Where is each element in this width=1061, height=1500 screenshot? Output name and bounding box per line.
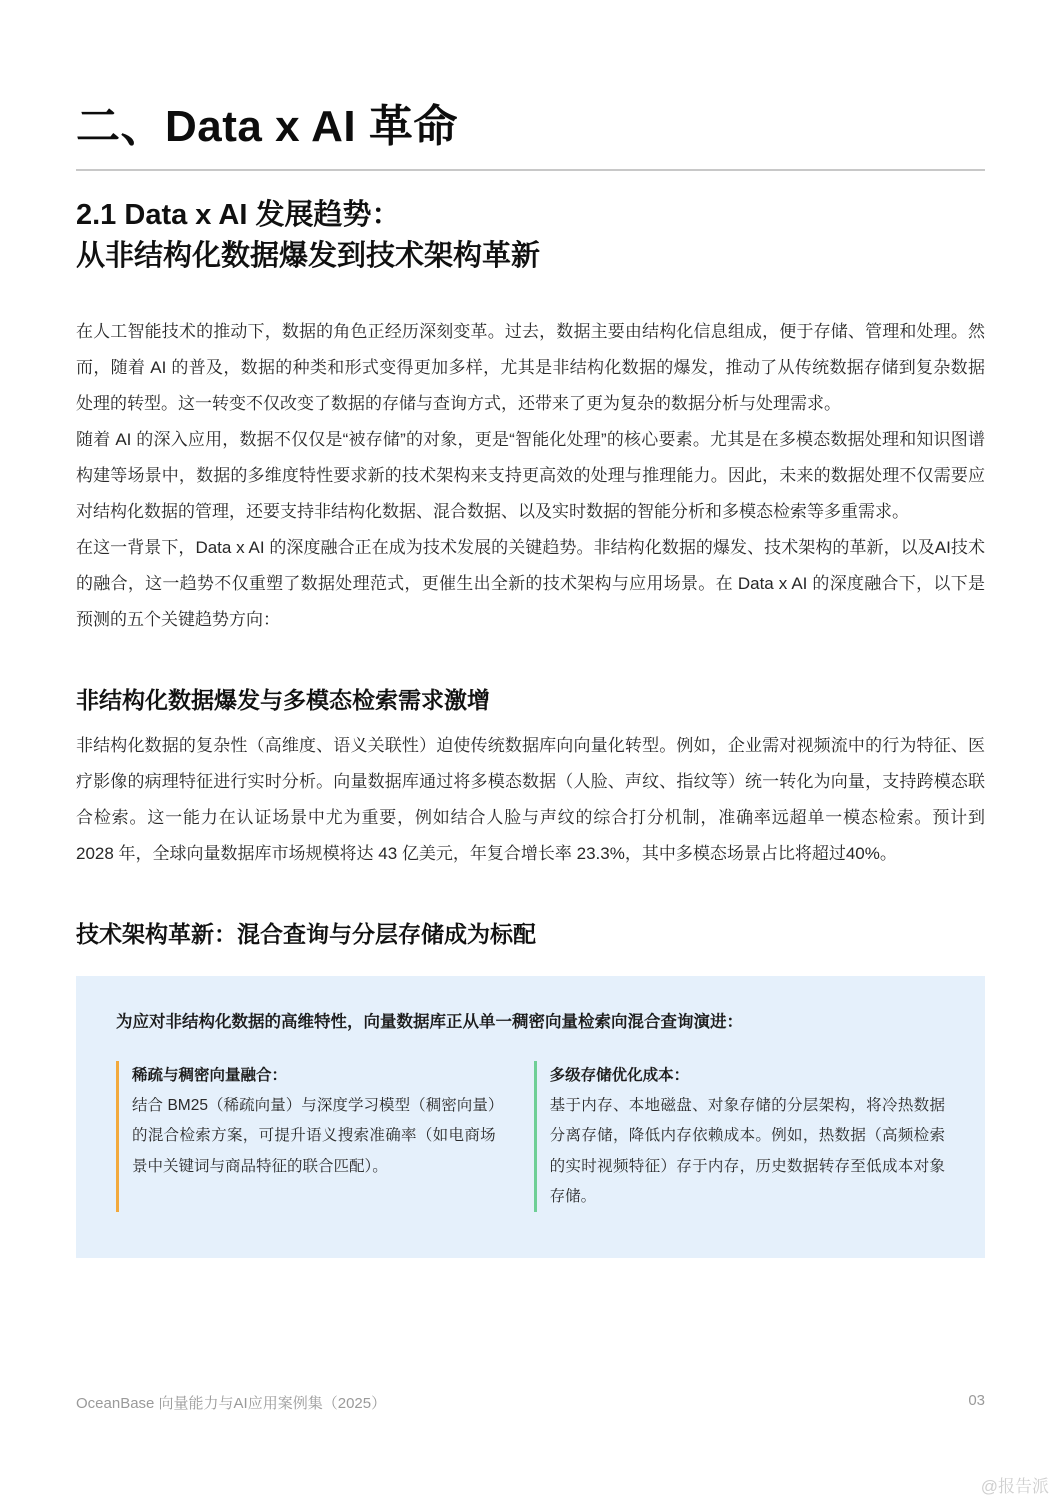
footer-document-title: OceanBase 向量能力与AI应用案例集（2025） [76,1395,387,1412]
callout-column-tiered-storage [534,1061,945,1212]
callout-column-sparse-dense-fusion [116,1061,496,1212]
intro-paragraph: 在人工智能技术的推动下，数据的角色正经历深刻变革。过去，数据主要由结构化信息组成，便于存储、管理和处理。然而，随着 AI 的普及，数据的种类和形式变得更加多样，尤其是非结构化数据的爆发，推动了从传统数据存储到复杂数据处理的转型。这一转变不仅改变了数据的存储与查询方式，还带来了更为复杂的数据分析与处理需求。 [76,321,985,413]
callout-column-title: 多级存储优化成本： [549,1067,690,1085]
callout-lead-text: 为应对非结构化数据的高维特性，向量数据库正从单一稠密向量检索向混合查询演进： [116,1013,743,1032]
footer-page-number: 03 [968,1392,985,1409]
page-footer [76,1392,985,1413]
callout-column-body: 基于内存、本地磁盘、对象存储的分层架构，将冷热数据分离存储，降低内存依赖成本。例如，热数据（高频检索的实时视频特征）存于内存，历史数据转存至低成本对象存储。 [549,1097,945,1205]
intro-paragraph: 在这一背景下，Data x AI 的深度融合正在成为技术发展的关键趋势。非结构化数据的爆发、技术架构的革新，以及AI技术的融合，这一趋势不仅重塑了数据处理范式，更催生出全新的技术架构与应用场景。在 Data x AI 的深度融合下，以下是预测的五个关键趋势方向： [76,537,985,629]
callout-column-body: 结合 BM25（稀疏向量）与深度学习模型（稠密向量）的混合检索方案，可提升语义搜索准确率（如电商场景中关键词与商品特征的联合匹配）。 [132,1097,496,1175]
chapter-title: 二、Data x AI 革命 [76,102,458,151]
intro-paragraphs [76,314,985,638]
callout-columns [116,1061,945,1212]
trend1-body: 非结构化数据的复杂性（高维度、语义关联性）迫使传统数据库向向量化转型。例如，企业需对视频流中的行为特征、医疗影像的病理特征进行实时分析。向量数据库通过将多模态数据（人脸、声纹、指纹等）统一转化为向量，支持跨模态联合检索。这一能力在认证场景中尤为重要，例如结合人脸与声纹的综合打分机制，准确率远超单一模态检索。预计到 2028 年，全球向量数据库市场规模将达 43 亿美元，年复合增长率 23.3%，其中多模态场景占比将超过40%。 [76,736,985,864]
intro-paragraph: 随着 AI 的深入应用，数据不仅仅是“被存储”的对象，更是“智能化处理”的核心要素。尤其是在多模态数据处理和知识图谱构建等场景中，数据的多维度特性要求新的技术架构来支持更高效的处理与推理能力。因此，未来的数据处理不仅需要应对结构化数据的管理，还要支持非结构化数据、混合数据、以及实时数据的智能分析和多模态检索等多重需求。 [76,429,985,521]
title-divider [76,169,985,171]
trend2-callout-box [76,976,985,1258]
trend1-heading: 非结构化数据爆发与多模态检索需求激增 [76,686,490,713]
watermark-text: @报告派 [980,1477,1049,1496]
callout-column-title: 稀疏与稠密向量融合： [132,1067,288,1085]
section-title [76,195,985,277]
section-number-title: 2.1 Data x AI 发展趋势： [76,199,401,232]
page-content [0,98,1061,1258]
section-subtitle: 从非结构化数据爆发到技术架构革新 [76,240,541,273]
trend2-heading: 技术架构革新：混合查询与分层存储成为标配 [76,921,536,948]
